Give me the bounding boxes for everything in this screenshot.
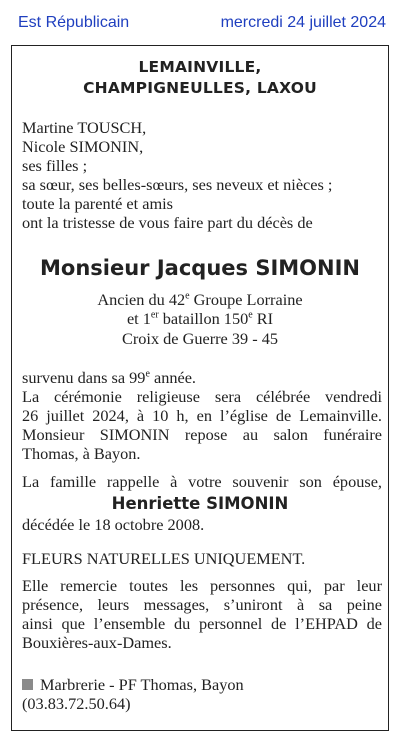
ceremony-line: Thomas, à Bayon. bbox=[22, 444, 141, 463]
title-line-3: Croix de Guerre 39 - 45 bbox=[122, 329, 278, 348]
family-line: ses filles ; bbox=[22, 156, 88, 175]
square-bullet-icon bbox=[22, 679, 33, 690]
funeral-home-line bbox=[22, 675, 382, 694]
newspaper-name: Est Républicain bbox=[18, 14, 130, 31]
title-line-2: et 1er bataillon 150e RI bbox=[126, 309, 274, 328]
ceremony-line: Monsieur SIMONIN repose au salon funéraire bbox=[22, 425, 382, 444]
funeral-home-name: Marbrerie - PF Thomas, Bayon bbox=[40, 675, 244, 694]
family-line: Martine TOUSCH, bbox=[22, 118, 147, 137]
ceremony-line: 26 juillet 2024, à 10 h, en l’église de Lemainville. bbox=[22, 406, 382, 425]
thanks-line: Bouxières-aux-Dames. bbox=[22, 633, 172, 652]
spouse-died-line: décédée le 18 octobre 2008. bbox=[22, 515, 205, 534]
family-line: Nicole SIMONIN, bbox=[22, 137, 144, 156]
family-line: sa sœur, ses belles-sœurs, ses neveux et nièces ; bbox=[22, 175, 333, 194]
publication-date: mercredi 24 juillet 2024 bbox=[220, 14, 386, 31]
flowers-line: FLEURS NATURELLES UNIQUEMENT. bbox=[22, 549, 306, 568]
title-line-1: Ancien du 42e Groupe Lorraine bbox=[97, 290, 303, 309]
family-line: toute la parenté et amis bbox=[22, 194, 173, 213]
ceremony-line: La cérémonie religieuse sera célébrée vendredi bbox=[22, 387, 382, 406]
obituary-notice bbox=[11, 45, 389, 731]
place-line-2: CHAMPIGNEULLES, LAXOU bbox=[83, 79, 317, 97]
place-line-1: LEMAINVILLE, bbox=[138, 58, 262, 76]
thanks-line: présence, leurs messages, s’uniront à sa peine bbox=[22, 595, 382, 614]
thanks-line: ainsi que l’ensemble du personnel de l’EHPAD de bbox=[22, 614, 382, 633]
died-line: survenu dans sa 99e année. bbox=[22, 368, 197, 387]
deceased-name: Monsieur Jacques SIMONIN bbox=[40, 256, 360, 280]
page-header bbox=[0, 0, 404, 42]
family-line: ont la tristesse de vous faire part du décès de bbox=[22, 213, 313, 232]
spouse-name: Henriette SIMONIN bbox=[111, 494, 289, 513]
phone-number: (03.83.72.50.64) bbox=[22, 694, 131, 713]
thanks-line: Elle remercie toutes les personnes qui, par leur bbox=[22, 576, 382, 595]
recall-line: La famille rappelle à votre souvenir son épouse, bbox=[22, 472, 382, 491]
